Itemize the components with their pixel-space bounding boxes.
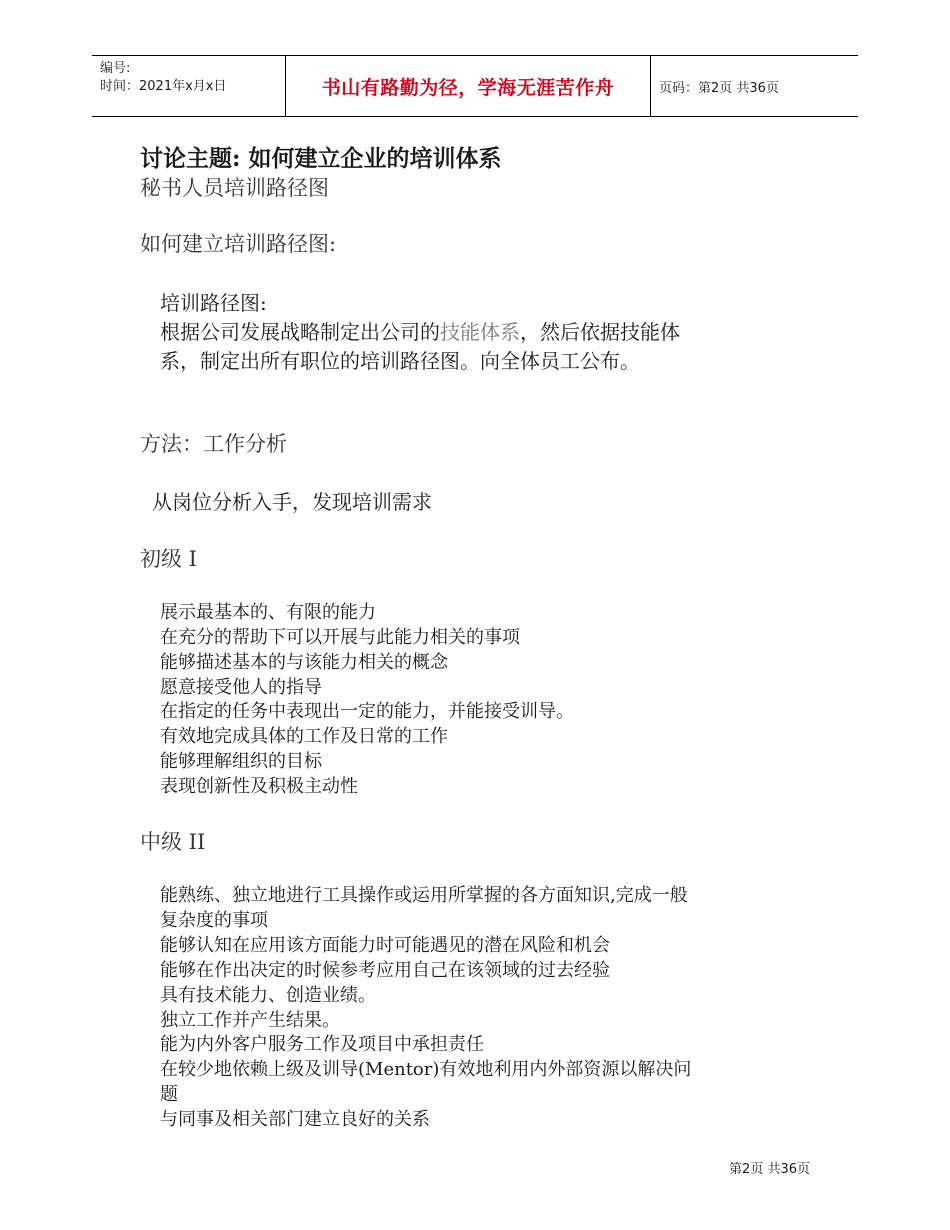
list-item: 能够认知在应用该方面能力时可能遇见的潜在风险和机会 bbox=[160, 935, 610, 956]
list-item: 能熟练、独立地进行工具操作或运用所掌握的各方面知识,完成一般 bbox=[160, 885, 688, 906]
header-meta bbox=[100, 60, 226, 96]
header-motto: 书山有路勤为径，学海无涯苦作舟 bbox=[321, 76, 615, 99]
list-item: 在充分的帮助下可以开展与此能力相关的事项 bbox=[160, 627, 520, 648]
path-label: 培训路径图: bbox=[160, 291, 267, 315]
list-item: 表现创新性及积极主动性 bbox=[160, 776, 358, 797]
document-number-label: 编号: bbox=[100, 61, 131, 76]
page-subtitle: 秘书人员培训路径图 bbox=[140, 176, 329, 200]
list-item: 展示最基本的、有限的能力 bbox=[160, 602, 376, 623]
page-header bbox=[92, 55, 858, 117]
list-item: 愿意接受他人的指导 bbox=[160, 677, 322, 698]
path-text-after: ，然后依据技能体 bbox=[520, 320, 680, 344]
list-item: 复杂度的事项 bbox=[160, 910, 268, 931]
list-item: 与同事及相关部门建立良好的关系 bbox=[160, 1109, 430, 1130]
how-to-heading: 如何建立培训路径图: bbox=[140, 232, 337, 256]
list-item: 具有技术能力、创造业绩。 bbox=[160, 985, 376, 1006]
list-item: 能够描述基本的与该能力相关的概念 bbox=[160, 652, 448, 673]
method-heading: 方法：工作分析 bbox=[140, 432, 287, 456]
list-item: 能够理解组织的目标 bbox=[160, 751, 322, 772]
list-item: 在较少地依赖上级及训导(Mentor)有效地利用内外部资源以解决问 bbox=[160, 1059, 692, 1080]
document-time-label: 时间：2021年x月x日 bbox=[100, 79, 227, 94]
skill-system-link[interactable]: 技能体系 bbox=[440, 320, 520, 344]
page-title: 讨论主题: 如何建立企业的培训体系 bbox=[140, 145, 502, 172]
path-text-line2: 系，制定出所有职位的培训路径图。向全体员工公布。 bbox=[160, 349, 640, 373]
list-item: 独立工作并产生结果。 bbox=[160, 1010, 340, 1031]
header-page-number: 页码：第2页 共36页 bbox=[659, 80, 779, 96]
list-item: 在指定的任务中表现出一定的能力，并能接受训导。 bbox=[160, 701, 574, 722]
path-text-before: 根据公司发展战略制定出公司的 bbox=[160, 320, 440, 344]
path-text-line1 bbox=[160, 316, 680, 345]
list-item: 能为内外客户服务工作及项目中承担责任 bbox=[160, 1034, 484, 1055]
method-detail: 从岗位分析入手，发现培训需求 bbox=[152, 490, 432, 514]
page-footer: 第2页 共36页 bbox=[729, 1162, 810, 1177]
list-item: 能够在作出决定的时候参考应用自己在该领域的过去经验 bbox=[160, 960, 610, 981]
level1-title: 初级 I bbox=[140, 547, 197, 571]
list-item: 题 bbox=[160, 1084, 178, 1105]
level2-title: 中级 II bbox=[140, 830, 206, 854]
header-motto-cell bbox=[285, 56, 651, 116]
list-item: 有效地完成具体的工作及日常的工作 bbox=[160, 726, 448, 747]
